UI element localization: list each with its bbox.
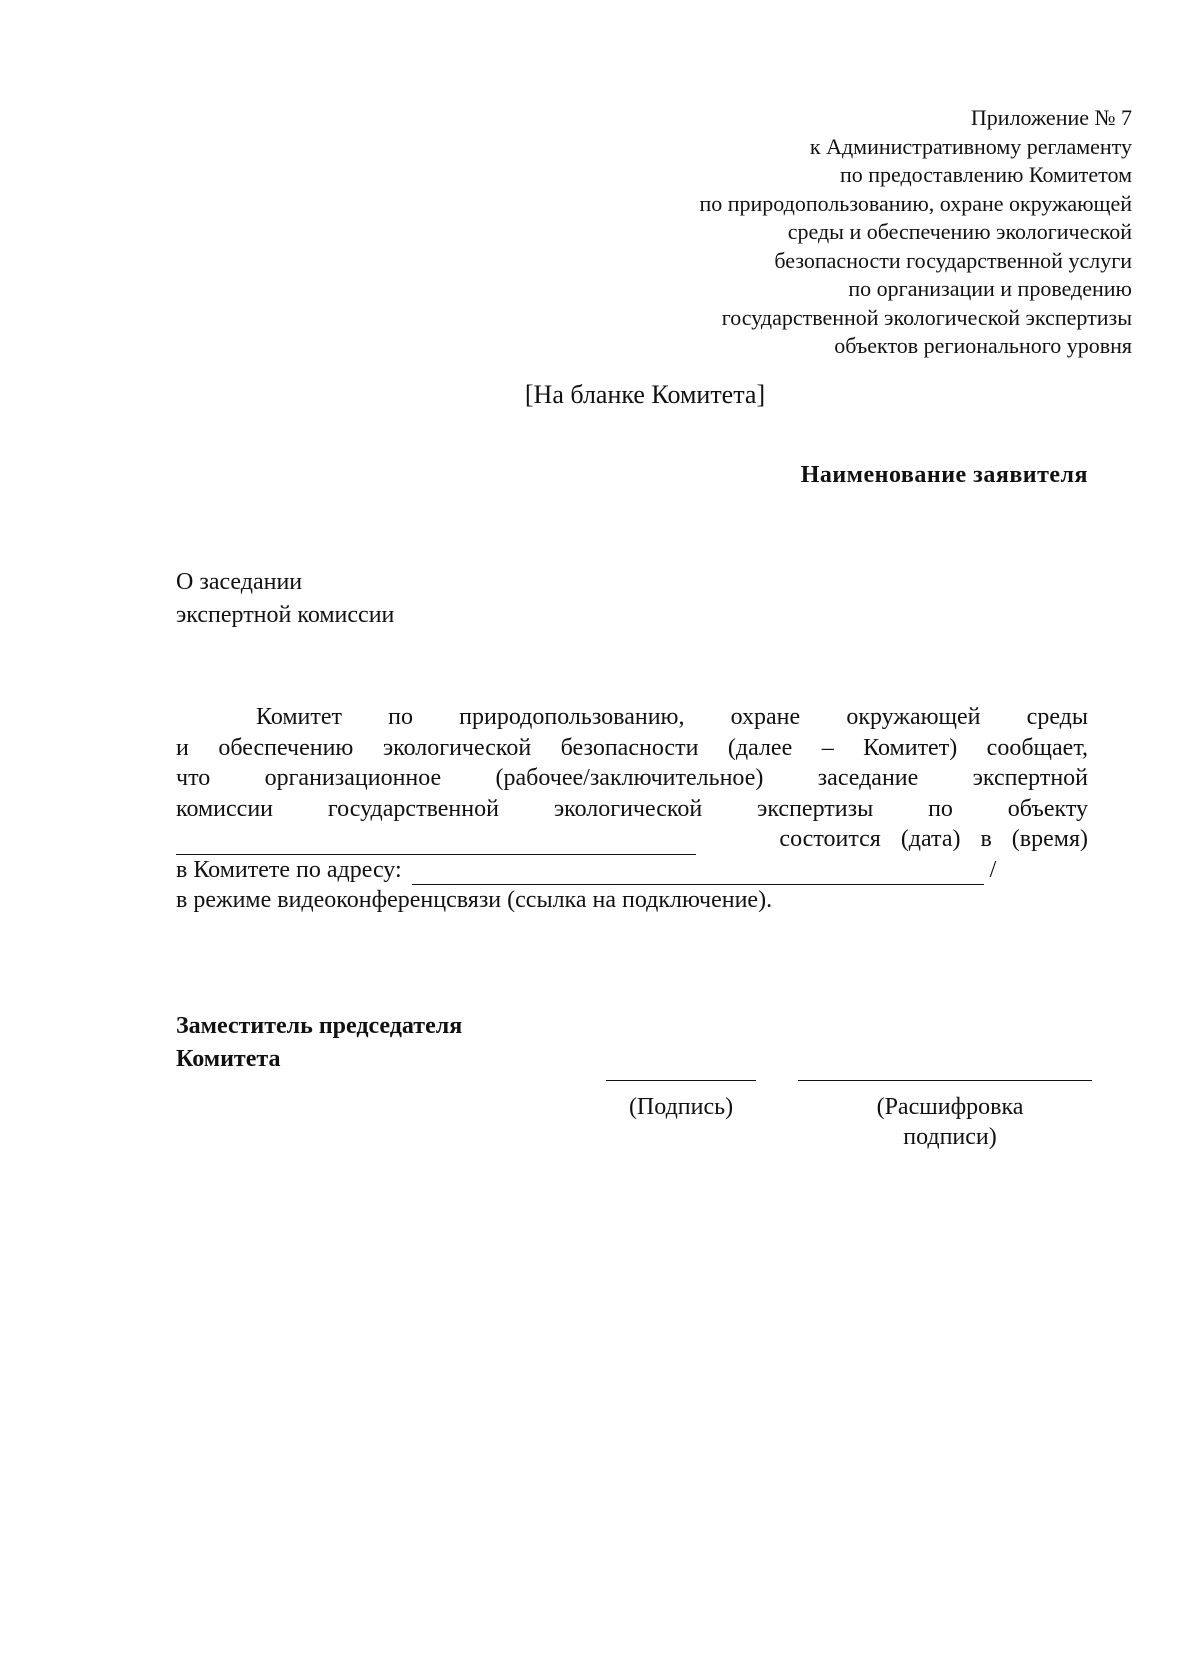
decode-caption-line: подписи) <box>903 1124 997 1150</box>
signer-line: Заместитель председателя <box>176 1013 463 1039</box>
appendix-header <box>699 104 1132 361</box>
letter-subject <box>176 566 394 632</box>
appendix-line: государственной экологической экспертизы <box>721 304 1132 330</box>
signer-title <box>176 1010 462 1076</box>
date-time-text: состоится (дата) в (время) <box>779 826 1088 852</box>
body-line: и обеспечению экологической безопасности (далее – Комитет) сообщает, <box>176 734 1088 761</box>
decode-caption-line: (Расшифровка <box>876 1094 1024 1120</box>
body-line-date <box>176 824 1088 855</box>
subject-line: О заседании <box>176 569 303 595</box>
body-line-address <box>176 855 1088 886</box>
address-label: в Комитете по адресу: <box>176 856 402 883</box>
appendix-line: объектов регионального уровня <box>834 333 1132 358</box>
object-name-blank <box>176 834 696 855</box>
letter-body <box>176 702 1088 916</box>
appendix-line: к Административному регламенту <box>809 133 1132 159</box>
appendix-line: по природопользованию, охране окружающей <box>699 190 1132 216</box>
appendix-line: по организации и проведению <box>848 276 1132 301</box>
body-line: комиссии государственной экологической экспертизы по объекту <box>176 795 1088 822</box>
signer-line: Комитета <box>176 1046 281 1072</box>
appendix-line: по предоставлению Комитетом <box>839 162 1132 187</box>
address-blank <box>412 864 984 885</box>
signature-decode-caption <box>820 1092 1080 1152</box>
appendix-line: безопасности государственной услуги <box>774 247 1132 273</box>
letterhead-placeholder: [На бланке Комитета] <box>524 380 766 409</box>
appendix-line: Приложение № 7 <box>970 105 1132 130</box>
addressee-name: Наименование заявителя <box>800 462 1088 488</box>
body-line: что организационное (рабочее/заключительное) заседание экспертной <box>176 765 1088 791</box>
signature-decode-line <box>798 1080 1092 1081</box>
body-line: Комитет по природопользованию, охране окружающей среды <box>256 704 1088 730</box>
body-line: в режиме видеоконференцсвязи (ссылка на подключение). <box>176 887 773 913</box>
signature-caption: (Подпись) <box>628 1094 734 1120</box>
appendix-line: среды и обеспечению экологической <box>787 219 1132 244</box>
address-slash: / <box>989 856 997 883</box>
subject-line: экспертной комиссии <box>176 602 395 628</box>
signature-line <box>606 1080 756 1081</box>
